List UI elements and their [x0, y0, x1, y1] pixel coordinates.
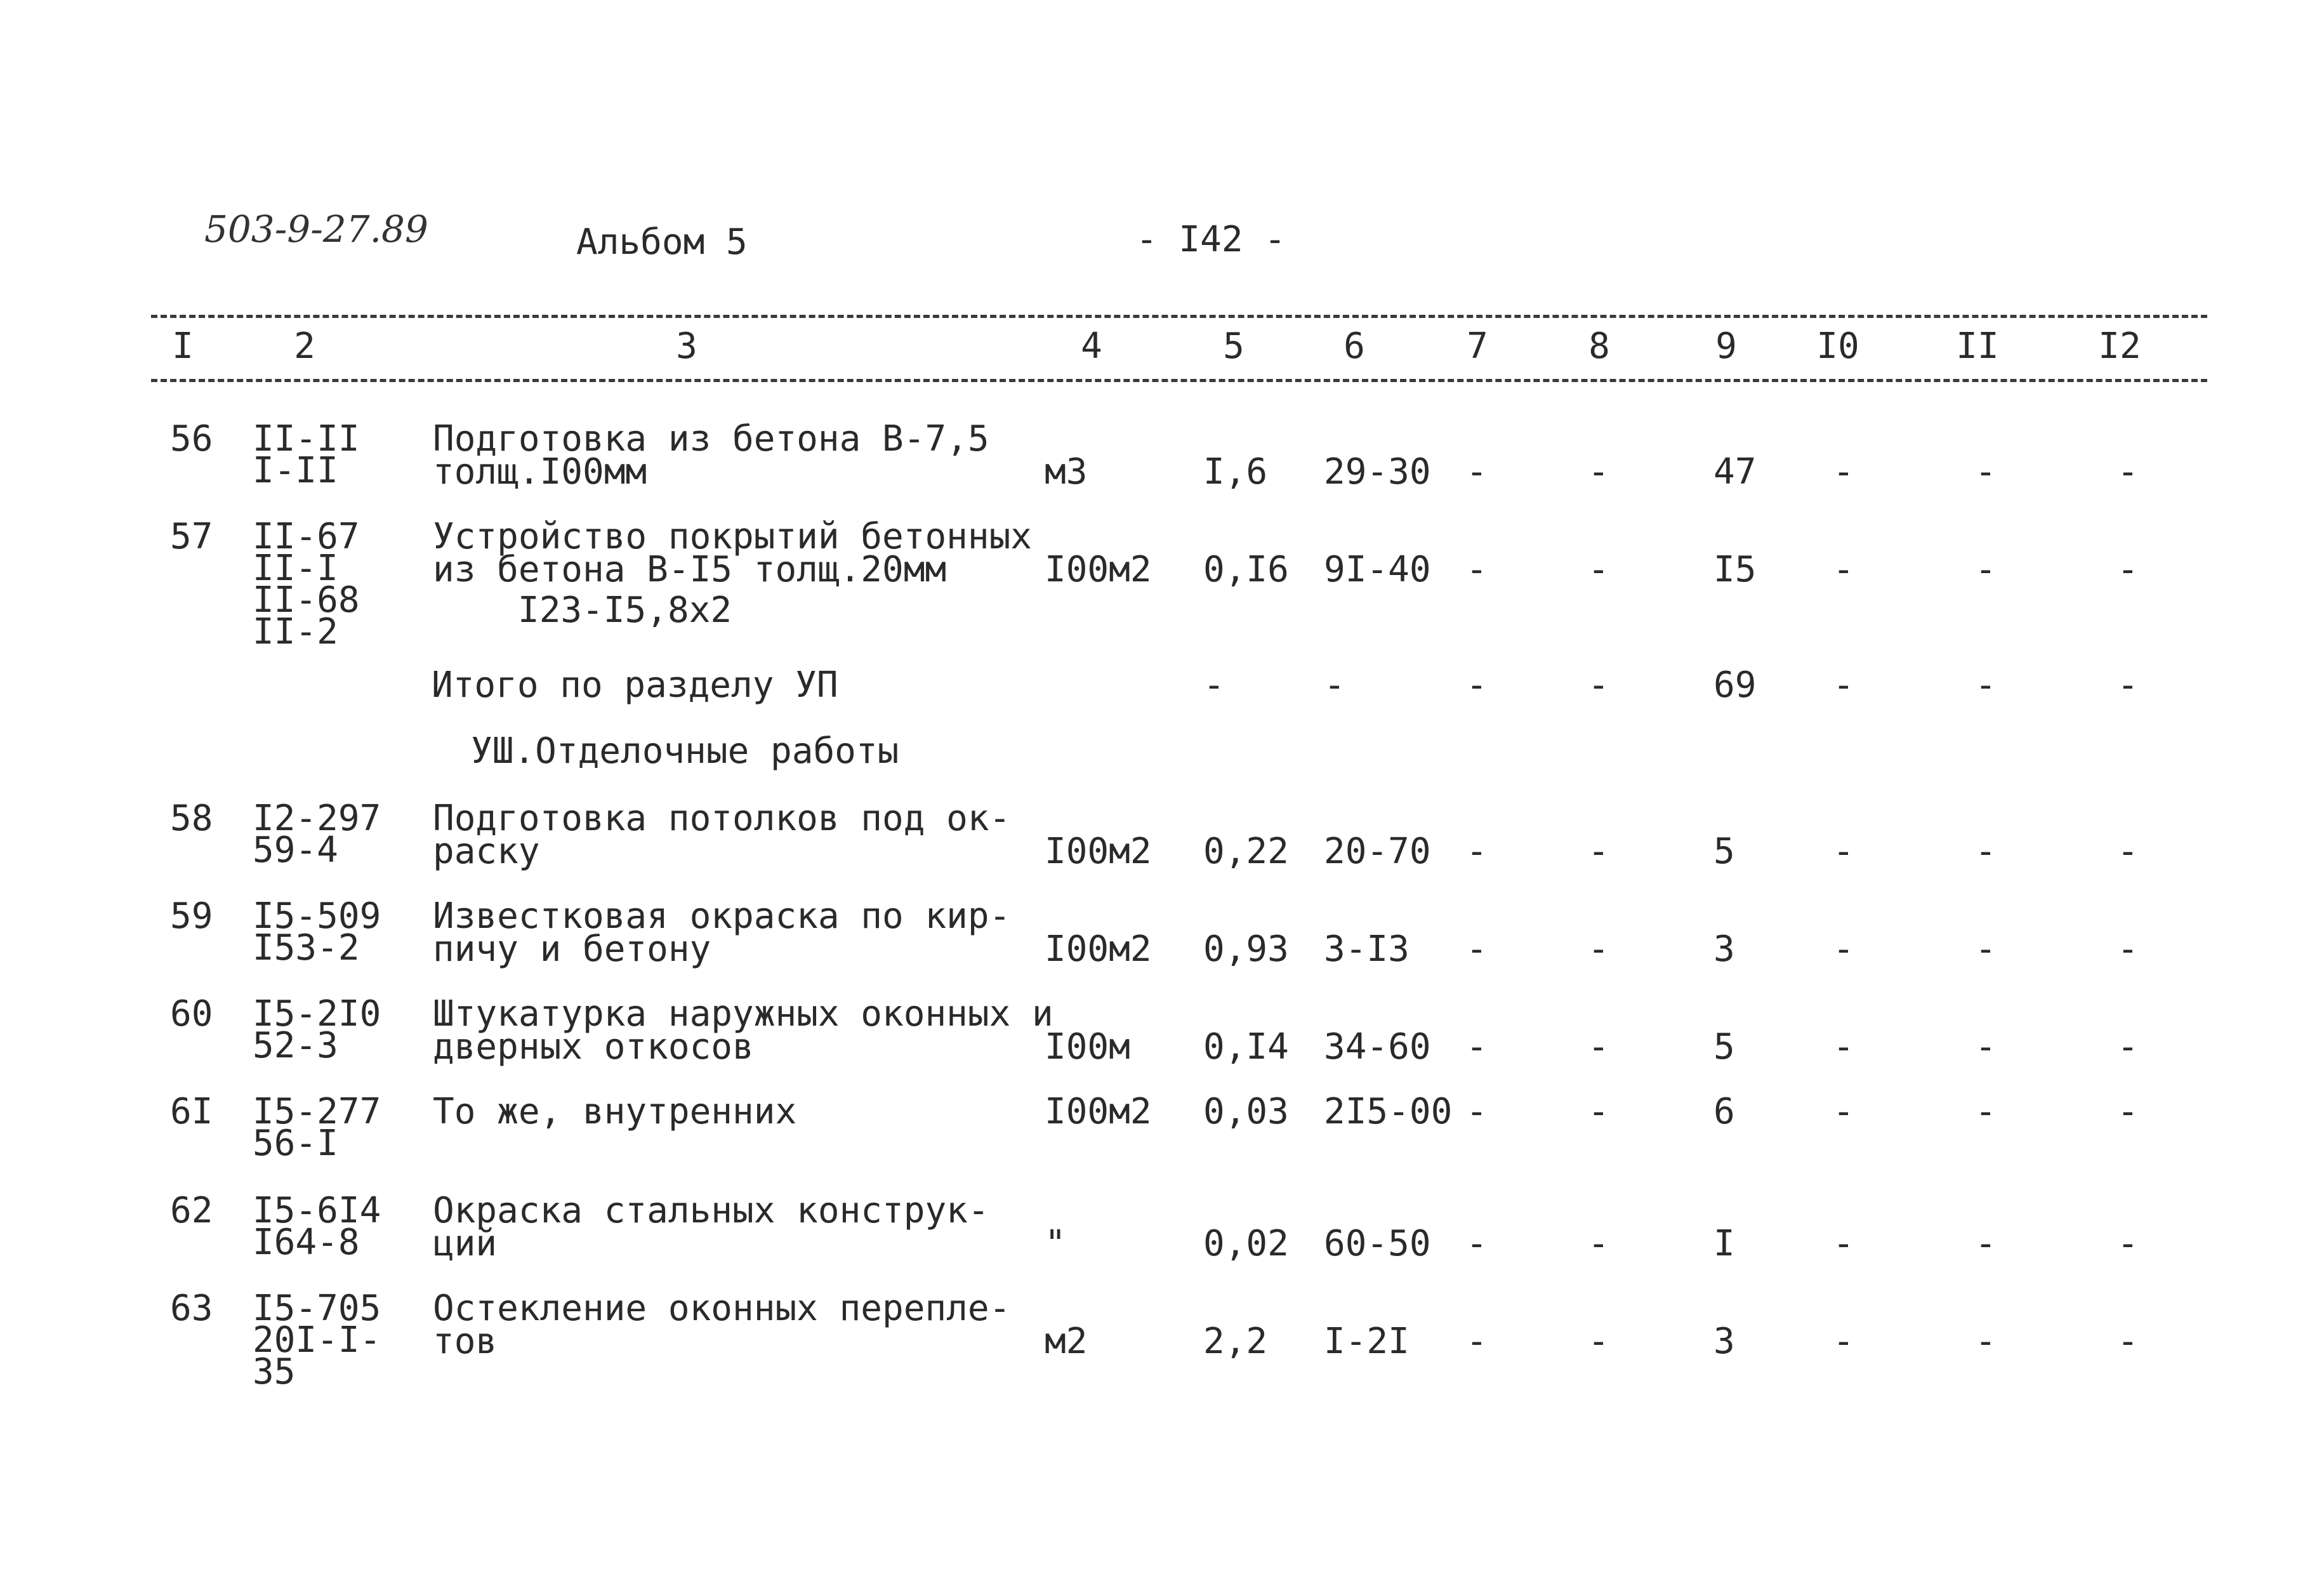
work-description: толщ.I00мм: [433, 451, 647, 493]
col-12-value: -: [2117, 929, 2139, 970]
col-9-value: 47: [1713, 451, 1757, 493]
unit: I00м2: [1045, 549, 1152, 590]
col-11-value: -: [1975, 929, 1997, 970]
col-10-value: -: [1833, 665, 1854, 706]
column-header-8: 8: [1588, 326, 1610, 367]
unit-price: 2I5-00: [1324, 1091, 1453, 1132]
row-number: 56: [170, 418, 213, 460]
col-7-value: -: [1466, 831, 1488, 872]
column-header-4: 4: [1081, 326, 1102, 367]
col-12-value: -: [2117, 1026, 2139, 1068]
work-description: Устройство покрытий бетонных: [433, 516, 1033, 557]
col-11-value: -: [1975, 831, 1997, 872]
col-10-value: -: [1833, 451, 1854, 493]
norm-code: 35: [253, 1351, 296, 1392]
norm-code: II-68: [253, 579, 360, 621]
col-9-value: 3: [1713, 1321, 1735, 1362]
section-title: УШ.Отделочные работы: [471, 731, 899, 772]
col-10-value: -: [1833, 549, 1854, 590]
work-description: из бетона В-I5 толщ.20мм: [433, 549, 947, 590]
column-header-7: 7: [1467, 326, 1488, 367]
unit: ": [1045, 1223, 1066, 1264]
work-description: тов: [433, 1321, 498, 1362]
col-12-value: -: [2117, 1223, 2139, 1264]
unit: м3: [1045, 451, 1088, 493]
col-7-value: -: [1466, 665, 1488, 706]
quantity: -: [1203, 665, 1225, 706]
col-9-value: 6: [1713, 1091, 1735, 1132]
row-number: 57: [170, 516, 213, 557]
header-top-rule: [151, 315, 2207, 318]
col-8-value: -: [1588, 665, 1609, 706]
work-description: ций: [433, 1223, 498, 1264]
norm-code: 52-3: [253, 1025, 338, 1066]
column-header-12: I2: [2098, 326, 2141, 367]
norm-code: 20I-I-: [253, 1319, 381, 1361]
col-9-value: 5: [1713, 1026, 1735, 1068]
row-number: 63: [170, 1288, 213, 1329]
col-11-value: -: [1975, 549, 1997, 590]
col-11-value: -: [1975, 1091, 1997, 1132]
work-description: Подготовка из бетона В-7,5: [433, 418, 989, 460]
column-header-6: 6: [1344, 326, 1365, 367]
norm-code: 56-I: [253, 1123, 338, 1164]
quantity: 0,03: [1203, 1091, 1289, 1132]
album-label: Альбом 5: [576, 222, 748, 263]
unit-price: I-2I: [1324, 1321, 1410, 1362]
quantity: I,6: [1203, 451, 1268, 493]
column-header-10: I0: [1816, 326, 1859, 367]
norm-code: I5-277: [253, 1091, 381, 1132]
col-8-value: -: [1588, 451, 1609, 493]
col-7-value: -: [1466, 929, 1488, 970]
work-description: Штукатурка наружных оконных и: [433, 993, 1053, 1035]
unit-price: 20-70: [1324, 831, 1431, 872]
col-8-value: -: [1588, 1223, 1609, 1264]
col-12-value: -: [2117, 1321, 2139, 1362]
col-12-value: -: [2117, 549, 2139, 590]
row-number: 58: [170, 798, 213, 839]
col-8-value: -: [1588, 1321, 1609, 1362]
col-10-value: -: [1833, 929, 1854, 970]
col-12-value: -: [2117, 1091, 2139, 1132]
document-code: 503-9-27.89: [204, 208, 428, 251]
norm-code: II-67: [253, 516, 360, 557]
norm-code: 59-4: [253, 830, 338, 871]
col-12-value: -: [2117, 831, 2139, 872]
unit-price: -: [1324, 665, 1345, 706]
unit: I00м2: [1045, 831, 1152, 872]
work-description: пичу и бетону: [433, 929, 711, 970]
quantity: 0,I6: [1203, 549, 1289, 590]
norm-code: II-2: [253, 611, 338, 652]
quantity: 0,93: [1203, 929, 1289, 970]
work-description: дверных откосов: [433, 1026, 754, 1068]
col-10-value: -: [1833, 1091, 1854, 1132]
col-10-value: -: [1833, 1321, 1854, 1362]
quantity: 2,2: [1203, 1321, 1268, 1362]
unit: м2: [1045, 1321, 1088, 1362]
col-12-value: -: [2117, 451, 2139, 493]
column-header-2: 2: [294, 326, 315, 367]
norm-code: I64-8: [253, 1222, 360, 1263]
col-7-value: -: [1466, 451, 1488, 493]
work-description: Остекление оконных перепле-: [433, 1288, 1011, 1329]
page-number: - I42 -: [1136, 219, 1286, 260]
col-11-value: -: [1975, 451, 1997, 493]
quantity: 0,I4: [1203, 1026, 1289, 1068]
column-header-1: I: [172, 326, 194, 367]
col-10-value: -: [1833, 1026, 1854, 1068]
column-header-11: II: [1956, 326, 1999, 367]
col-7-value: -: [1466, 1321, 1488, 1362]
norm-code: I5-509: [253, 896, 381, 937]
col-12-value: -: [2117, 665, 2139, 706]
col-9-value: I5: [1713, 549, 1757, 590]
row-number: 59: [170, 896, 213, 937]
unit-price: 29-30: [1324, 451, 1431, 493]
norm-code: I5-6I4: [253, 1190, 381, 1231]
col-8-value: -: [1588, 831, 1609, 872]
work-description: То же, внутренних: [433, 1091, 797, 1132]
work-description: Итого по разделу УП: [432, 665, 838, 706]
col-11-value: -: [1975, 1223, 1997, 1264]
column-header-5: 5: [1223, 326, 1245, 367]
col-8-value: -: [1588, 929, 1609, 970]
work-description: Подготовка потолков под ок-: [433, 798, 1011, 839]
work-description: Известковая окраска по кир-: [433, 896, 1011, 937]
norm-code: II-I: [253, 548, 338, 589]
work-description: Окраска стальных конструк-: [433, 1190, 989, 1231]
unit: I00м: [1045, 1026, 1130, 1068]
column-header-9: 9: [1715, 326, 1737, 367]
unit-price: 9I-40: [1324, 549, 1431, 590]
unit-price: 60-50: [1324, 1223, 1431, 1264]
col-9-value: 3: [1713, 929, 1735, 970]
row-number: 62: [170, 1190, 213, 1231]
col-8-value: -: [1588, 549, 1609, 590]
col-7-value: -: [1466, 1091, 1488, 1132]
col-9-value: 69: [1713, 665, 1757, 706]
col-9-value: I: [1713, 1223, 1735, 1264]
header-bottom-rule: [151, 379, 2207, 382]
norm-code: I53-2: [253, 927, 360, 969]
quantity: 0,02: [1203, 1223, 1289, 1264]
quantity: 0,22: [1203, 831, 1289, 872]
col-7-value: -: [1466, 1026, 1488, 1068]
norm-code: I5-705: [253, 1288, 381, 1329]
col-11-value: -: [1975, 665, 1997, 706]
unit: I00м2: [1045, 1091, 1152, 1132]
col-10-value: -: [1833, 1223, 1854, 1264]
unit-price: 3-I3: [1324, 929, 1410, 970]
row-number: 60: [170, 993, 213, 1035]
col-11-value: -: [1975, 1321, 1997, 1362]
work-description: раску: [433, 831, 540, 872]
row-number: 6I: [170, 1091, 213, 1132]
unit-price: 34-60: [1324, 1026, 1431, 1068]
norm-code: II-II: [253, 418, 360, 460]
norm-code: I2-297: [253, 798, 381, 839]
norm-code: I5-2I0: [253, 993, 381, 1035]
col-10-value: -: [1833, 831, 1854, 872]
col-7-value: -: [1466, 1223, 1488, 1264]
col-8-value: -: [1588, 1026, 1609, 1068]
norm-code: I-II: [253, 450, 338, 491]
work-description: I23-I5,8х2: [518, 590, 732, 631]
unit: I00м2: [1045, 929, 1152, 970]
col-11-value: -: [1975, 1026, 1997, 1068]
column-header-3: 3: [676, 326, 697, 367]
col-9-value: 5: [1713, 831, 1735, 872]
col-8-value: -: [1588, 1091, 1609, 1132]
col-7-value: -: [1466, 549, 1488, 590]
